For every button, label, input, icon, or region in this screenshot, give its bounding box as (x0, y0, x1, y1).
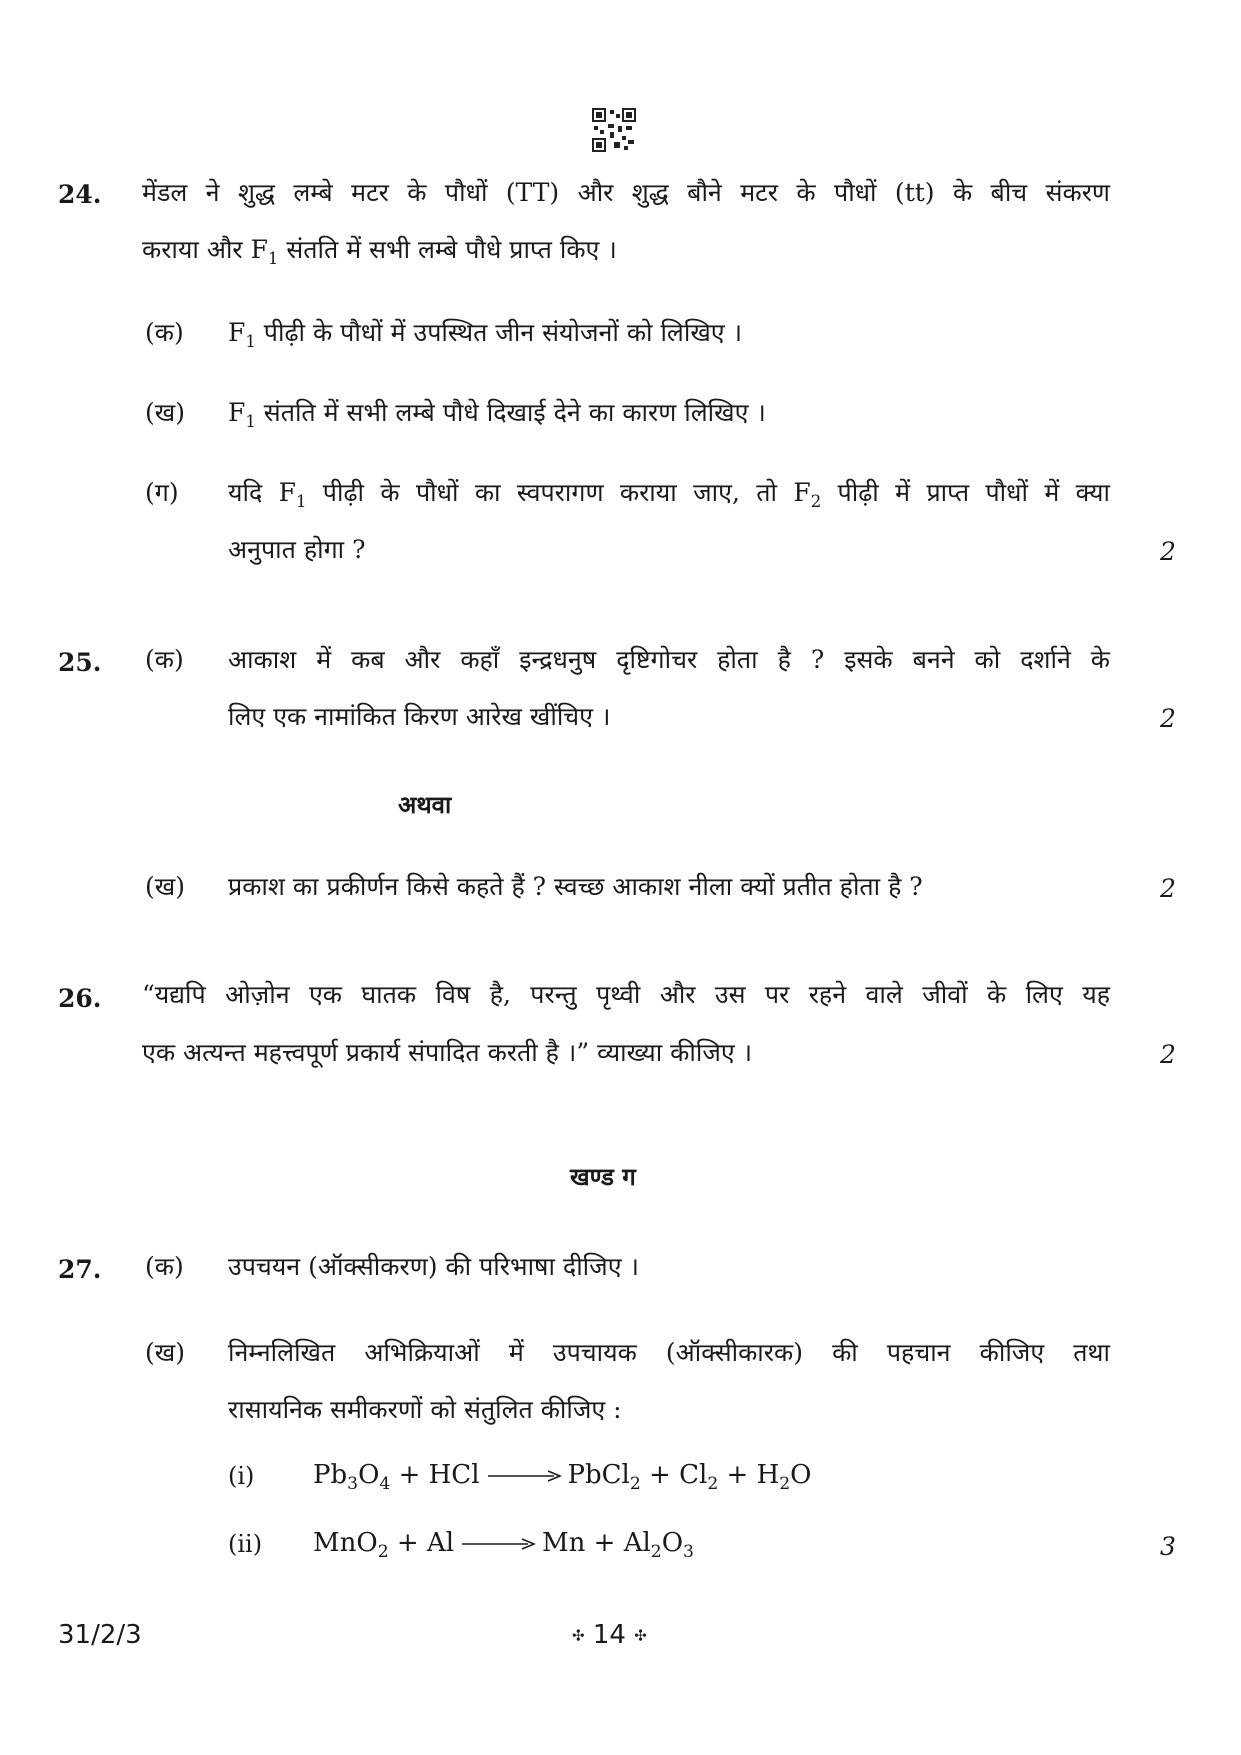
q24-marks: 2 (1160, 537, 1176, 566)
reaction-2-label: (ii) (228, 1530, 263, 1558)
q26-line1: “यद्यपि ओज़ोन एक घातक विष है, परन्तु पृथ्वी और उस पर रहने वाले जीवों के लिए यह (142, 980, 1110, 1009)
reaction-arrow-icon (460, 1537, 536, 1551)
page-number: ✣ 14 ✣ (572, 1620, 647, 1650)
q24-part-c-line1: यदि $F_1$ पीढ़ी के पौधों का स्वपरागण कराया जाए, तो $F_2$ पीढ़ी में प्राप्त पौधों में क्या (228, 478, 1110, 511)
question-number-27: 27. (58, 1255, 102, 1284)
q25-part-b-text: प्रकाश का प्रकीर्णन किसे कहते हैं ? स्वच्छ आकाश नीला क्यों प्रतीत होता है ? (228, 872, 923, 901)
reaction-2-equation: MnO$_2$ + Al $Mn + Al_2O_3$ (313, 1528, 694, 1562)
q27-part-a-label: (क) (145, 1252, 184, 1281)
q26-line2: एक अत्यन्त महत्त्वपूर्ण प्रकार्य संपादित करती है ।” व्याख्या कीजिए । (142, 1038, 753, 1067)
q26-marks: 2 (1160, 1040, 1176, 1069)
q24-part-a-label: (क) (145, 318, 184, 347)
q25-part-a-label: (क) (145, 645, 184, 674)
reaction-1-equation: $Pb_3O_4$ + HCl PbCl$_2$ + $Cl_2 + H_2O$ (313, 1460, 812, 1494)
q24-part-c-line2: अनुपात होगा ? (228, 535, 366, 564)
question-number-26: 26. (58, 984, 102, 1013)
q25-part-a-line1: आकाश में कब और कहाँ इन्द्रधनुष दृष्टिगोचर होता है ? इसके बनने को दर्शाने के (228, 645, 1110, 674)
ornament-icon: ✣ (572, 1626, 585, 1645)
q24-part-b-text: $F_1$ संतति में सभी लम्बे पौधे दिखाई देने का कारण लिखिए । (228, 398, 766, 431)
q24-stem-line1: मेंडल ने शुद्ध लम्बे मटर के पौधों (TT) और शुद्ध बौने मटर के पौधों (tt) के बीच संकरण (142, 178, 1110, 207)
question-number-24: 24. (58, 180, 102, 209)
q24-part-a-text: $F_1$ पीढ़ी के पौधों में उपस्थित जीन संयोजनों को लिखिए । (228, 318, 743, 351)
q24-part-b-label: (ख) (145, 398, 185, 427)
paper-code: 31/2/3 (58, 1620, 142, 1650)
q24-part-c-label: (ग) (145, 478, 179, 507)
q27-part-b-line1: निम्नलिखित अभिक्रियाओं में उपचायक (ऑक्सीकारक) की पहचान कीजिए तथा (228, 1338, 1110, 1367)
ornament-icon: ✣ (634, 1626, 647, 1645)
q27-part-b-line2: रासायनिक समीकरणों को संतुलित कीजिए : (228, 1395, 622, 1424)
section-heading: खण्ड ग (570, 1162, 636, 1191)
q25-part-b-marks: 2 (1160, 874, 1176, 903)
or-separator: अथवा (398, 790, 452, 819)
q27-marks: 3 (1160, 1532, 1176, 1561)
q25-part-b-label: (ख) (145, 872, 185, 901)
q24-stem-line2: कराया और $F_1$ संतति में सभी लम्बे पौधे प्राप्त किए । (142, 235, 617, 268)
q25-part-a-line2: लिए एक नामांकित किरण आरेख खींचिए । (228, 702, 611, 731)
q27-part-b-label: (ख) (145, 1338, 185, 1367)
reaction-1-label: (i) (228, 1462, 255, 1490)
q27-part-a-text: उपचयन (ऑक्सीकरण) की परिभाषा दीजिए । (228, 1252, 639, 1281)
qr-code-icon (592, 108, 636, 152)
reaction-arrow-icon (486, 1469, 562, 1483)
question-number-25: 25. (58, 648, 102, 677)
q25-part-a-marks: 2 (1160, 704, 1176, 733)
